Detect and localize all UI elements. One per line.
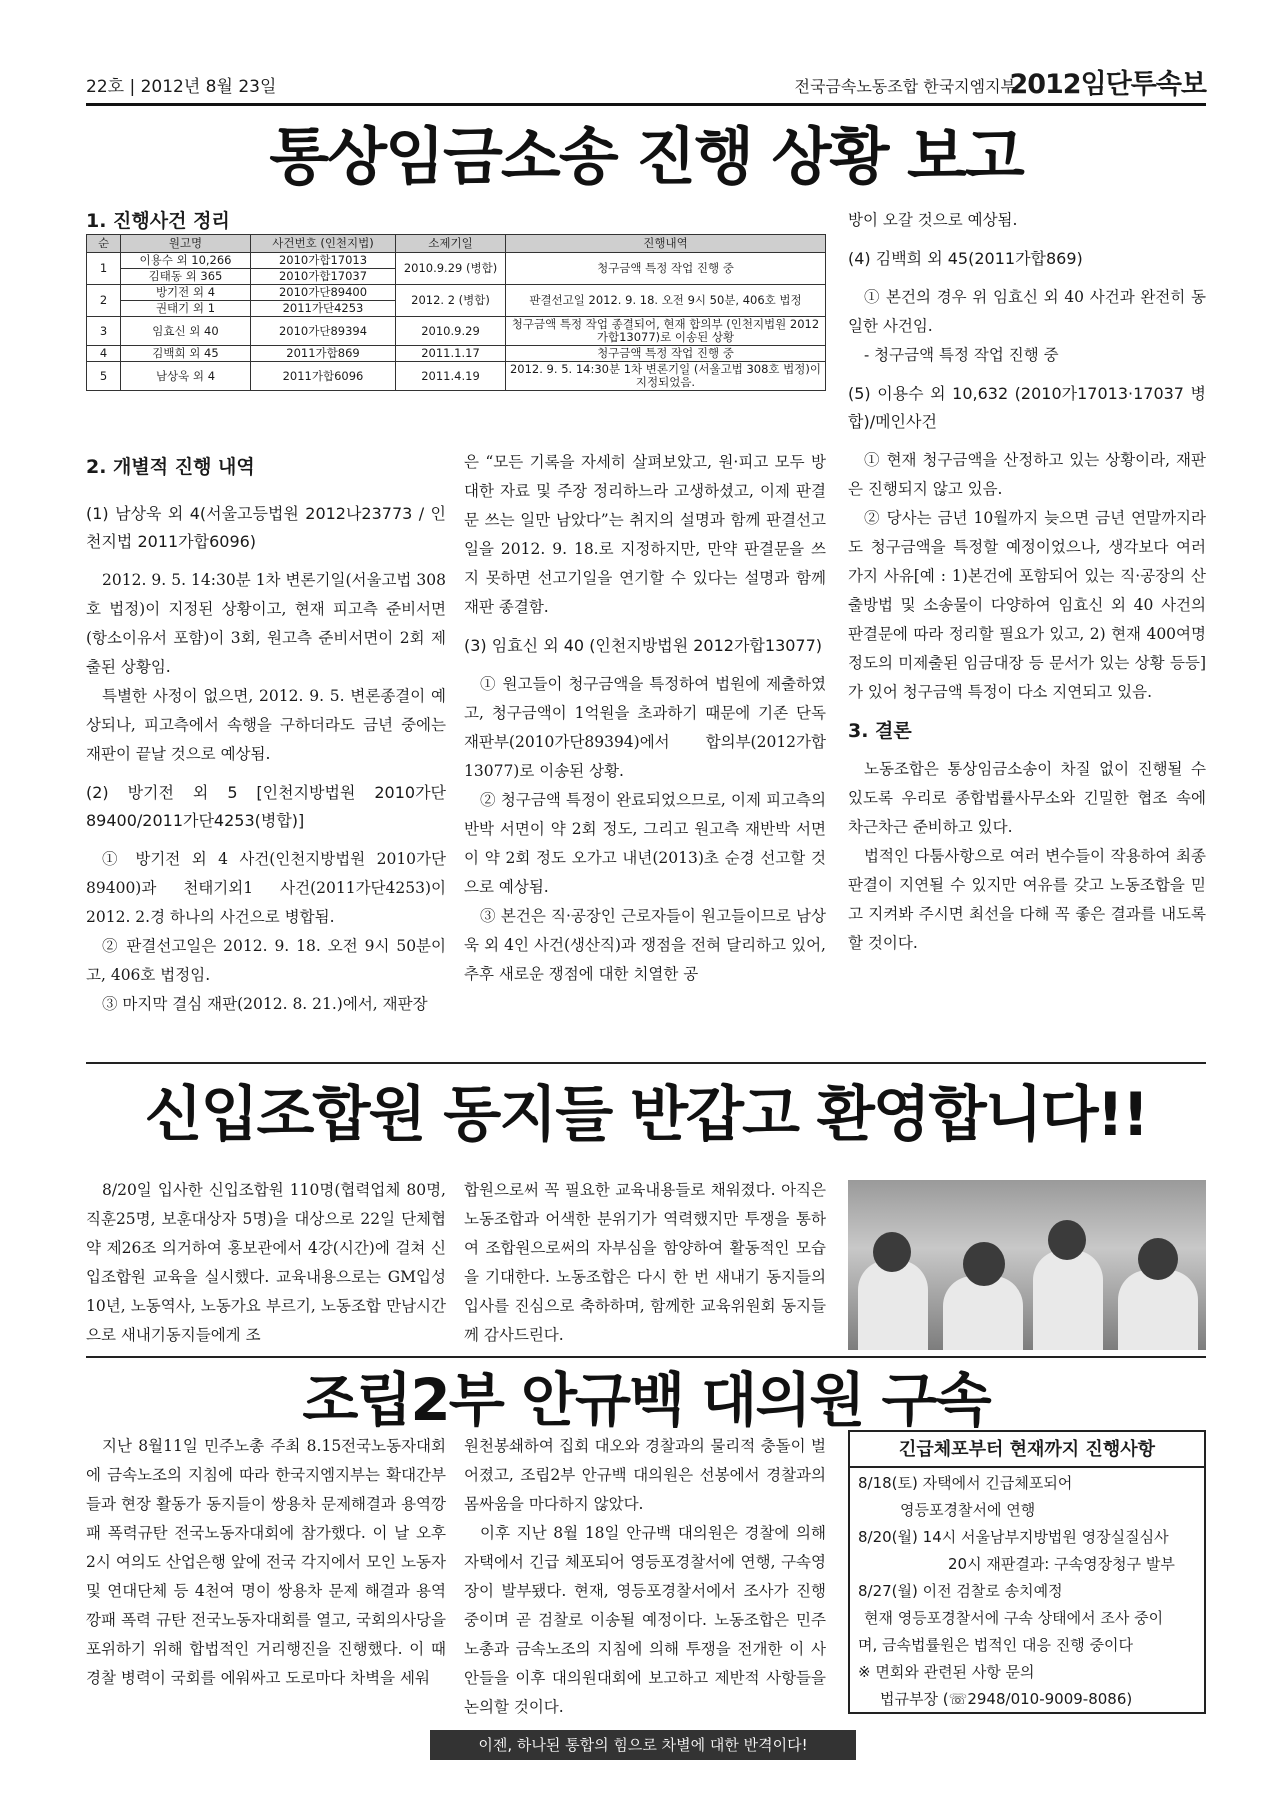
article3-column1 [86,1432,446,1722]
article1-headline: 통상임금소송 진행 상황 보고 [269,120,1023,193]
paragraph: 노동조합은 통상임금소송이 차질 없이 진행될 수 있도록 우리로 종합법률사무소와 긴밀한 협조 속에 차근차근 준비하고 있다. [848,760,1206,836]
case-table-header [87,235,826,253]
row-plaintiff: 김태동 외 365 [121,269,251,285]
timeline-line: 영등포경찰서에 연행 [900,1501,1036,1519]
row-status: 청구금액 특정 작업 진행 중 [506,346,826,362]
page-header [86,70,1206,106]
table-row [87,285,826,301]
row-date: 2012. 2 (병합) [396,285,506,317]
paragraph: 특별한 사정이 없으면, 2012. 9. 5. 변론종결이 예상되나, 피고측에서 속행을 구하더라도 금년 중에는 재판이 끝날 것으로 예상됨. [86,687,446,763]
row-date: 2010.9.29 [396,317,506,346]
row-case-no: 2010가합17013 [251,253,396,269]
row-case-no: 2010가단89394 [251,317,396,346]
issue-date: 22호 | 2012년 8월 23일 [86,77,277,97]
row-plaintiff: 임효신 외 40 [121,317,251,346]
article1-column1 [86,490,446,1052]
paragraph: ② 청구금액 특정이 완료되었으므로, 이제 피고측의 반박 서면이 약 2회 정도, 그리고 원고측 재반박 서면이 약 2회 정도 오가고 내년(2013)초 순경 선고할 것으로 예상됨. [464,791,826,896]
table-row [87,317,826,346]
section2-title: 2. 개별적 진행 내역 [86,456,255,478]
timeline-line: 며, 금속법률원은 법적인 대응 진행 중이다 [858,1636,1133,1654]
case3-subheading: (3) 임효신 외 40 (인천지방법원 2012가합13077) [464,636,823,655]
section1-title: 1. 진행사건 정리 [86,210,230,232]
case4-subheading: (4) 김백희 외 45(2011가합869) [848,249,1083,268]
case5-subheading: (5) 이용수 외 10,632 (2010가17013·17037 병합)/메인사건 [848,384,1206,431]
paragraph: ① 원고들이 청구금액을 특정하여 법원에 제출하였고, 청구금액이 1억원을 초과하기 때문에 기존 단독 재판부(2010가단89394)에서 합의부(2012가합13077)로 이송된 상황. [464,675,826,780]
row-case-no: 2010가단89400 [251,285,396,301]
row-plaintiff: 김백희 외 45 [121,346,251,362]
row-case-no: 2011가합869 [251,346,396,362]
row-date: 2011.4.19 [396,362,506,391]
row-no: 3 [87,317,121,346]
row-plaintiff: 권태기 외 1 [121,301,251,317]
col-header-plaintiff: 원고명 [121,235,251,253]
row-status: 청구금액 특정 작업 종결되어, 현재 합의부 (인천지법원 2012가합13077)로 이송된 상황 [506,317,826,346]
footer-slogan: 이젠, 하나된 통합의 힘으로 차별에 대한 반격이다! [430,1730,856,1760]
union-name: 전국금속노동조합 한국지엠지부 [794,77,1016,96]
case-table [86,234,826,391]
newsletter-brand: 2012임단투속보 [1009,69,1206,100]
row-status: 청구금액 특정 작업 진행 중 [506,253,826,285]
row-case-no: 2011가합6096 [251,362,396,391]
row-no: 2 [87,285,121,317]
paragraph: 원천봉쇄하여 집회 대오와 경찰과의 물리적 충돌이 벌어졌고, 조립2부 안규백 대의원은 선봉에서 경찰과의 몸싸움을 마다하지 않았다. [464,1437,826,1513]
section-divider [86,1062,1206,1064]
row-no: 1 [87,253,121,285]
timeline-line: 8/20(월) 14시 서울남부지방법원 영장실질심사 [858,1528,1169,1546]
paragraph: 이후 지난 8월 18일 안규백 대의원은 경찰에 의해 자택에서 긴급 체포되어 영등포경찰서에 연행, 구속영장이 발부됐다. 현재, 영등포경찰서에서 조사가 진행 중이며 곧 검찰로 이송될 예정이다. 노동조합은 민주노총과 금속노조의 지침에 의해 투쟁을 전개한 이 사안들을 이후 대의원대회에 보고하고 제반적 사항들을 논의할 것이다. [464,1524,826,1716]
article2-column1 [86,1176,446,1350]
article2-column2 [464,1176,826,1350]
section-divider [86,1356,1206,1358]
col-header-case-no: 사건번호 (인천지법) [251,235,396,253]
paragraph: ① 본건의 경우 위 임효신 외 40 사건과 완전히 동일한 사건임. [848,288,1206,335]
timeline-line: ※ 면회와 관련된 사항 문의 [858,1663,1035,1681]
timeline-line: 8/18(토) 자택에서 긴급체포되어 [858,1474,1073,1492]
row-plaintiff: 방기전 외 4 [121,285,251,301]
paragraph: ② 판결선고일은 2012. 9. 18. 오전 9시 50분이고, 406호 법정임. [86,937,446,984]
timeline-line: 법규부장 (☏2948/010-9009-8086) [880,1690,1133,1708]
row-plaintiff: 남상욱 외 4 [121,362,251,391]
row-plaintiff: 이용수 외 10,266 [121,253,251,269]
timeline-line: 8/27(월) 이전 검찰로 송치예정 [858,1582,1063,1600]
row-case-no: 2010가합17037 [251,269,396,285]
col-header-date: 소제기일 [396,235,506,253]
table-row [87,346,826,362]
col-header-status: 진행내역 [506,235,826,253]
paragraph: ① 현재 청구금액을 산정하고 있는 상황이라, 재판은 진행되지 않고 있음. [848,451,1206,498]
timeline-line: 20시 재판결과: 구속영장청구 발부 [948,1555,1175,1573]
paragraph: ③ 본건은 직·공장인 근로자들이 원고들이므로 남상욱 외 4인 사건(생산직)과 쟁점을 전혀 달리하고 있어, 추후 새로운 쟁점에 대한 치열한 공 [464,907,826,983]
article3-column2 [464,1432,826,1722]
row-date: 2010.9.29 (병합) [396,253,506,285]
paragraph: 법적인 다툼사항으로 여러 변수들이 작용하여 최종판결이 지연될 수 있지만 여유를 갖고 노동조합을 믿고 지켜봐 주시면 최선을 다해 꼭 좋은 결과를 내도록 할 것이다. [848,847,1206,952]
row-date: 2011.1.17 [396,346,506,362]
article1-column2 [464,448,826,1052]
timeline-title: 긴급체포부터 현재까지 진행사항 [850,1432,1204,1468]
training-session-photo [848,1180,1206,1350]
case2-subheading: (2) 방기전 외 5 [인천지방법원 2010가단89400/2011가단4253(병합)] [86,783,446,830]
article3-headline: 조립2부 안규백 대의원 구속 [302,1366,990,1434]
paragraph: 방이 오갈 것으로 예상됨. [848,211,1018,229]
paragraph: ① 방기전 외 4 사건(인천지방법원 2010가단89400)과 천태기외1 사건(2011가단4253)이 2012. 2.경 하나의 사건으로 병합됨. [86,850,446,926]
row-status: 2012. 9. 5. 14:30분 1차 변론기일 (서울고법 308호 법정)이 지정되었음. [506,362,826,391]
row-case-no: 2011가단4253 [251,301,396,317]
paragraph: 지난 8월11일 민주노총 주최 8.15전국노동자대회에 금속노조의 지침에 따라 한국지엠지부는 확대간부들과 현장 활동가 동지들이 쌍용차 문제해결과 용역깡패 폭력규탄 전국노동자대회에 참가했다. 이 날 오후 2시 여의도 산업은행 앞에 전국 각지에서 모인 노동자 및 연대단체 등 4천여 명이 쌍용차 문제 해결과 용역깡패 폭력 규탄 전국노동자대회를 열고, 국회의사당을 포위하기 위해 합법적인 거리행진을 진행했다. 이 때 경찰 병력이 국회를 에워싸고 도로마다 차벽을 세워 [86,1437,446,1687]
paragraph: ② 당사는 금년 10월까지 늦으면 금년 연말까지라도 청구금액을 특정할 예정이었으나, 생각보다 여러 가지 사유[예 : 1)본건에 포함되어 있는 직·공장의 산출방법 및 소송물이 다양하여 임효신 외 40 사건의 판결문에 따라 정리할 필요가 있고, 2) 현재 400여명 정도의 미제출된 임금대장 등 문서가 있는 상황 등등]가 있어 청구금액 특정이 다소 지연되고 있음. [848,509,1206,701]
timeline-line: 현재 영등포경찰서에 구속 상태에서 조사 중이 [864,1609,1164,1627]
section3-title: 3. 결론 [848,720,912,742]
paragraph: 8/20일 입사한 신입조합원 110명(협력업체 80명, 직훈25명, 보훈대상자 5명)을 대상으로 22일 단체협약 제26조 의거하여 홍보관에서 4강(시간)에 걸쳐 신입조합원 교육을 실시했다. 교육내용으로는 GM입성 10년, 노동역사, 노동가요 부르기, 노동조합 만남시간으로 새내기동지들에게 조 [86,1181,446,1344]
article2-headline: 신입조합원 동지들 반갑고 환영합니다!! [144,1080,1148,1150]
paragraph: ③ 마지막 결심 재판(2012. 8. 21.)에서, 재판장 [102,995,428,1013]
col-header-no: 순 [87,235,121,253]
paragraph: 은 “모든 기록을 자세히 살펴보았고, 원·피고 모두 방대한 자료 및 주장 정리하느라 고생하셨고, 이제 판결문 쓰는 일만 남았다”는 취지의 설명과 함께 판결선고일을 2012. 9. 18.로 지정하지만, 만약 판결문을 쓰지 못하면 선고기일을 연기할 수 있다는 설명과 함께 재판 종결함. [464,453,826,616]
paragraph: - 청구금액 특정 작업 진행 중 [864,346,1059,364]
row-no: 4 [87,346,121,362]
table-row [87,253,826,269]
row-status: 판결선고일 2012. 9. 18. 오전 9시 50분, 406호 법정 [506,285,826,317]
row-no: 5 [87,362,121,391]
article1-column3 [848,206,1206,1052]
paragraph: 합원으로써 꼭 필요한 교육내용들로 채워졌다. 아직은 노동조합과 어색한 분위기가 역력했지만 투쟁을 통하여 조합원으로써의 자부심을 함양하여 활동적인 모습을 기대한다. 노동조합은 다시 한 번 새내기 동지들의 입사를 진심으로 축하하며, 함께한 교육위원회 동지들께 감사드린다. [464,1181,826,1344]
progress-timeline-box [848,1430,1206,1714]
paragraph: 2012. 9. 5. 14:30분 1차 변론기일(서울고법 308호 법정)이 지정된 상황이고, 현재 피고측 준비서면(항소이유서 포함)이 3회, 원고측 준비서면이 2회 제출된 상황임. [86,571,446,676]
timeline-list [850,1468,1204,1715]
case1-subheading: (1) 남상욱 외 4(서울고등법원 2012나23773 / 인천지법 2011가합6096) [86,504,446,551]
table-row [87,362,826,391]
